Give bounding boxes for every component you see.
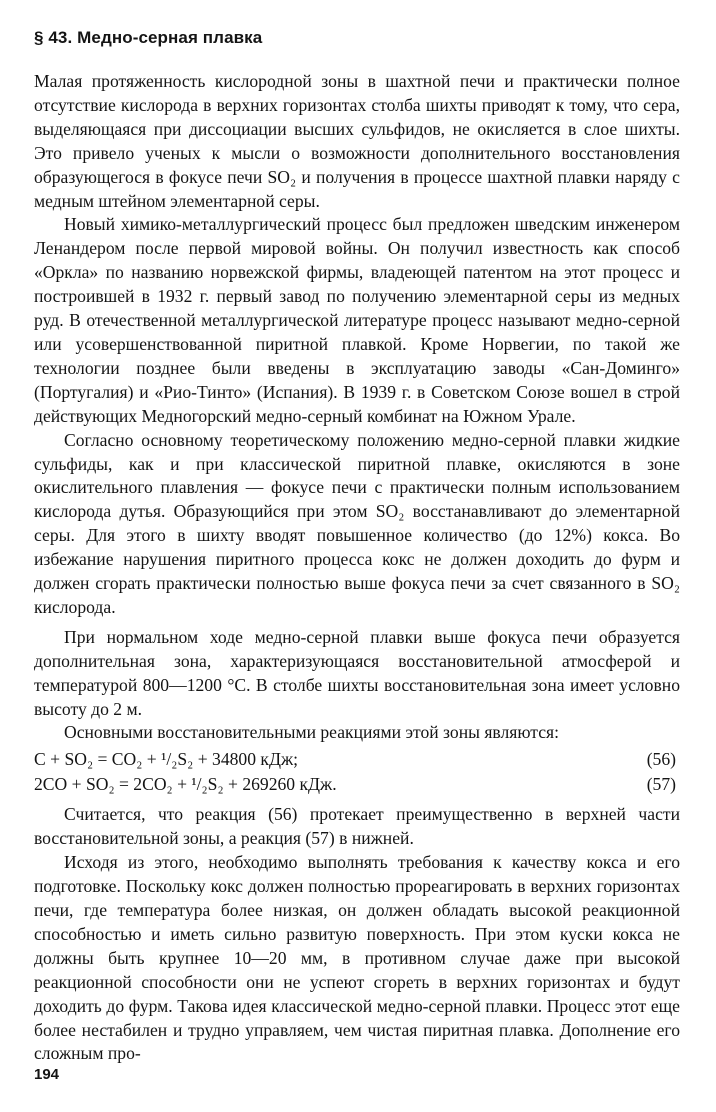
- paragraph-intro: Малая протяженность кислородной зоны в шахтной печи и практически полное отсутствие кислорода в верхних горизонтах столба шихты приводят к тому, что сера, выделяющаяся при диссоциации высших сульфидов, не окисляется в слое шихты. Это привело ученых к мысли о возможности дополнительного восстановления образующегося в фокусе печи SO₂ и получения в процессе шахтной плавки наряду с медным штейном элементарной серы.: [34, 71, 680, 211]
- paragraph-reaction-location: Считается, что реакция (56) протекает преимущественно в верхней части восстановительной зоны, а реакция (57) в нижней.: [34, 804, 680, 849]
- page-number: 194: [34, 1066, 60, 1083]
- equation-57: [34, 772, 680, 797]
- paragraph-theory: Согласно основному теоретическому положению медно-серной плавки жидкие сульфиды, как и при классической пиритной плавке, окисляются в зоне окислительного плавления — фокусе печи с практически полным использованием кислорода дутья. Образующийся при этом SO₂ восстанавливают до элементарной серы. Для этого в шихту вводят повышенное количество (до 12%) кокса. Во избежание нарушения пиритного процесса кокс не должен доходить до фурм и должен сгорать практически полностью выше фокуса печи за счет связанного в SO₂ кислорода.: [34, 429, 680, 617]
- page-body: [34, 26, 680, 1066]
- paragraph-coke-requirements: Исходя из этого, необходимо выполнять требования к качеству кокса и его подготовке. Поскольку кокс должен полностью прореагировать в верхних горизонтах печи, где температура более низкая, он должен обладать высокой реакционной способностью и иметь сильно развитую поверхность. При этом куски кокса не должны быть крупнее 10—20 мм, в противном случае даже при высокой реакционной способности они не успеют сгореть в верхних горизонтах и будут доходить до фурм. Такова идея классической медно-серной плавки. Процесс этот еще более нестабилен и трудно управляем, чем чистая пиритная плавка. Дополнение его сложным про-: [34, 852, 680, 1064]
- paragraph-history: Новый химико-металлургический процесс был предложен шведским инженером Ленандером после первой мировой войны. Он получил известность как способ «Оркла» по названию норвежской фирмы, владеющей патентом на этот процесс и построившей в 1932 г. первый завод по получению элементарной серы из медных руд. В отечественной металлургической литературе процесс называют медно-серной или усовершенствованной пиритной плавкой. Кроме Норвегии, по такой же технологии позднее были введены в эксплуатацию заводы «Сан-Доминго» (Португалия) и «Рио-Тинто» (Испания). В 1939 г. в Советском Союзе вошел в строй действующих Медногорский медно-серный комбинат на Южном Урале.: [34, 214, 680, 426]
- equation-number: (57): [646, 774, 676, 795]
- equation-56: [34, 747, 680, 772]
- section-heading: § 43. Медно-серная плавка: [34, 28, 263, 47]
- equations-block: [34, 747, 680, 797]
- equation-formula: 2CO + SO₂ = 2CO₂ + ¹/₂S₂ + 269260 кДж.: [34, 774, 337, 795]
- paragraph-reduction-zone: При нормальном ходе медно-серной плавки выше фокуса печи образуется дополнительная зона, характеризующаяся восстановительной атмосферой и температурой 800—1200 °С. В столбе шихты восстановительная зона имеет условно высоту до 2 м.: [34, 626, 680, 719]
- equation-number: (56): [646, 749, 676, 770]
- equation-formula: C + SO₂ = CO₂ + ¹/₂S₂ + 34800 кДж;: [34, 749, 299, 770]
- paragraph-reactions-intro: Основными восстановительными реакциями этой зоны являются:: [64, 722, 559, 743]
